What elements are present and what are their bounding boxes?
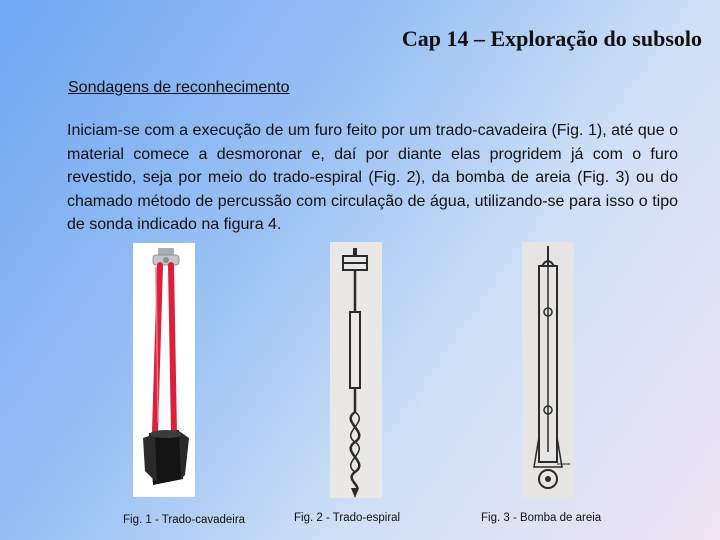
- page-title: Cap 14 – Exploração do subsolo: [401, 26, 702, 51]
- trado-cavadeira-image: [133, 243, 195, 497]
- figure-2-caption: Fig. 2 - Trado-espiral: [294, 512, 401, 524]
- trado-espiral-image: [330, 242, 382, 498]
- figure-1-caption: Fig. 1 - Trado-cavadeira: [123, 514, 246, 526]
- section-heading: Sondagens de reconhecimento: [68, 79, 290, 96]
- figure-3-caption: Fig. 3 - Bomba de areia: [481, 512, 602, 524]
- bomba-de-areia-image: [522, 242, 574, 498]
- body-paragraph: Iniciam-se com a execução de um furo feito por um trado-cavadeira (Fig. 1), até que o material comece a desmoronar e, daí por diante elas progridem já com o furo revestido, seja por meio do trado-espiral (Fig. 2), da bomba de areia (Fig. 3) ou do chamado método de percussão com circulação de água, utilizando-se para isso o tipo de sonda indicado na figura 4.: [67, 122, 678, 233]
